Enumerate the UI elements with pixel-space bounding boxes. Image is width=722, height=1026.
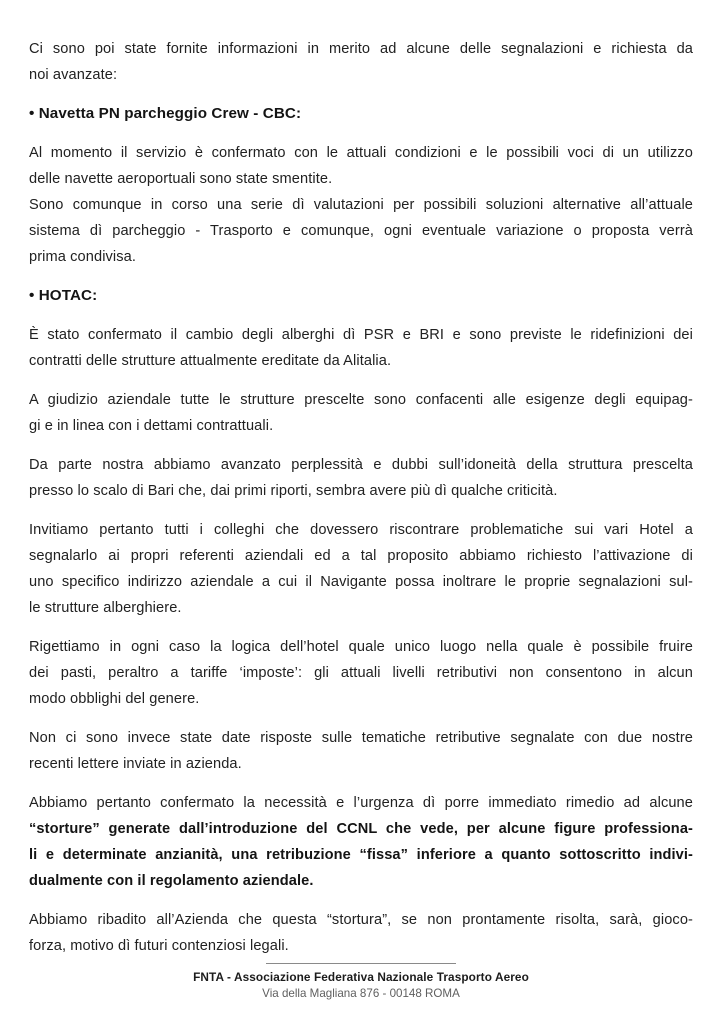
bullet-heading xyxy=(29,101,693,127)
text-line: Al momento il servizio è confermato con le attuali condizioni e le possibili voci di un utilizzo xyxy=(29,145,693,161)
paragraph xyxy=(29,725,693,777)
text-line: “storture” generate dall’introduzione del CCNL che vede, per alcune figure professiona- xyxy=(29,821,693,837)
footer-org-name: FNTA - Associazione Federativa Nazionale Trasporto Aereo xyxy=(193,970,529,984)
text-line: Abbiamo ribadito all’Azienda che questa “stortura”, se non prontamente risolta, sarà, gioco- xyxy=(29,912,693,928)
text-line: modo obblighi del genere. xyxy=(29,691,200,707)
text-line: uno specifico indirizzo aziendale a cui il Navigante possa inoltrare le proprie segnalazioni sul- xyxy=(29,574,693,590)
text-line: le strutture alberghiere. xyxy=(29,600,182,616)
text-line: È stato confermato il cambio degli alberghi dì PSR e BRI e sono previste le ridefinizioni dei xyxy=(29,327,693,343)
text-line: A giudizio aziendale tutte le strutture prescelte sono confacenti alle esigenze degli equipag- xyxy=(29,392,693,408)
text-line: • Navetta PN parcheggio Crew - CBC: xyxy=(29,105,302,122)
bullet-heading xyxy=(29,283,693,309)
footer xyxy=(29,959,693,1026)
document-body xyxy=(29,36,693,959)
text-line: presso lo scalo di Bari che, dai primi riporti, sembra avere più dì qualche criticità. xyxy=(29,483,558,499)
text-line: dualmente con il regolamento aziendale. xyxy=(29,873,314,889)
text-line: forza, motivo dì futuri contenziosi legali. xyxy=(29,938,289,954)
paragraph xyxy=(29,322,693,374)
text-line: • HOTAC: xyxy=(29,287,98,304)
text-line: gi e in linea con i dettami contrattuali. xyxy=(29,418,274,434)
paragraph xyxy=(29,452,693,504)
text-line: contratti delle strutture attualmente ereditate da Alitalia. xyxy=(29,353,392,369)
text-line: dei pasti, peraltro a tariffe ‘imposte’: gli attuali livelli retributivi non consentono in alcun xyxy=(29,665,693,681)
text-line: li e determinate anzianità, una retribuzione “fissa” inferiore a quanto sottoscritto indivi- xyxy=(29,847,693,863)
text-line: Sono comunque in corso una serie dì valutazioni per possibili soluzioni alternative all’attuale xyxy=(29,197,693,213)
paragraph xyxy=(29,36,693,88)
text-line: Da parte nostra abbiamo avanzato perplessità e dubbi sull’idoneità della struttura prescelta xyxy=(29,457,693,473)
text-line: noi avanzate: xyxy=(29,67,118,83)
text-line: recenti lettere inviate in azienda. xyxy=(29,756,242,772)
text-line: segnalarlo ai propri referenti aziendali ed a tal proposito abbiamo richiesto l’attivazione di xyxy=(29,548,693,564)
text-line: delle navette aeroportuali sono state smentite. xyxy=(29,171,333,187)
paragraph xyxy=(29,907,693,959)
text-line: Non ci sono invece state date risposte sulle tematiche retributive segnalate con due nostre xyxy=(29,730,693,746)
text-line: prima condivisa. xyxy=(29,249,137,265)
paragraph xyxy=(29,387,693,439)
text-line: Rigettiamo in ogni caso la logica dell’hotel quale unico luogo nella quale è possibile fruire xyxy=(29,639,693,655)
paragraph xyxy=(29,517,693,621)
paragraph xyxy=(29,790,693,894)
paragraph xyxy=(29,634,693,712)
footer-divider xyxy=(266,963,456,964)
paragraph xyxy=(29,140,693,270)
text-line: Abbiamo pertanto confermato la necessità e l’urgenza dì porre immediato rimedio ad alcune xyxy=(29,795,693,811)
footer-address: Via della Magliana 876 - 00148 ROMA xyxy=(262,987,460,1000)
text-line: Ci sono poi state fornite informazioni in merito ad alcune delle segnalazioni e richiesta da xyxy=(29,41,693,57)
text-line: sistema dì parcheggio - Trasporto e comunque, ogni eventuale variazione o proposta verrà xyxy=(29,223,693,239)
text-line: Invitiamo pertanto tutti i colleghi che dovessero riscontrare problematiche sui vari Hotel a xyxy=(29,522,693,538)
